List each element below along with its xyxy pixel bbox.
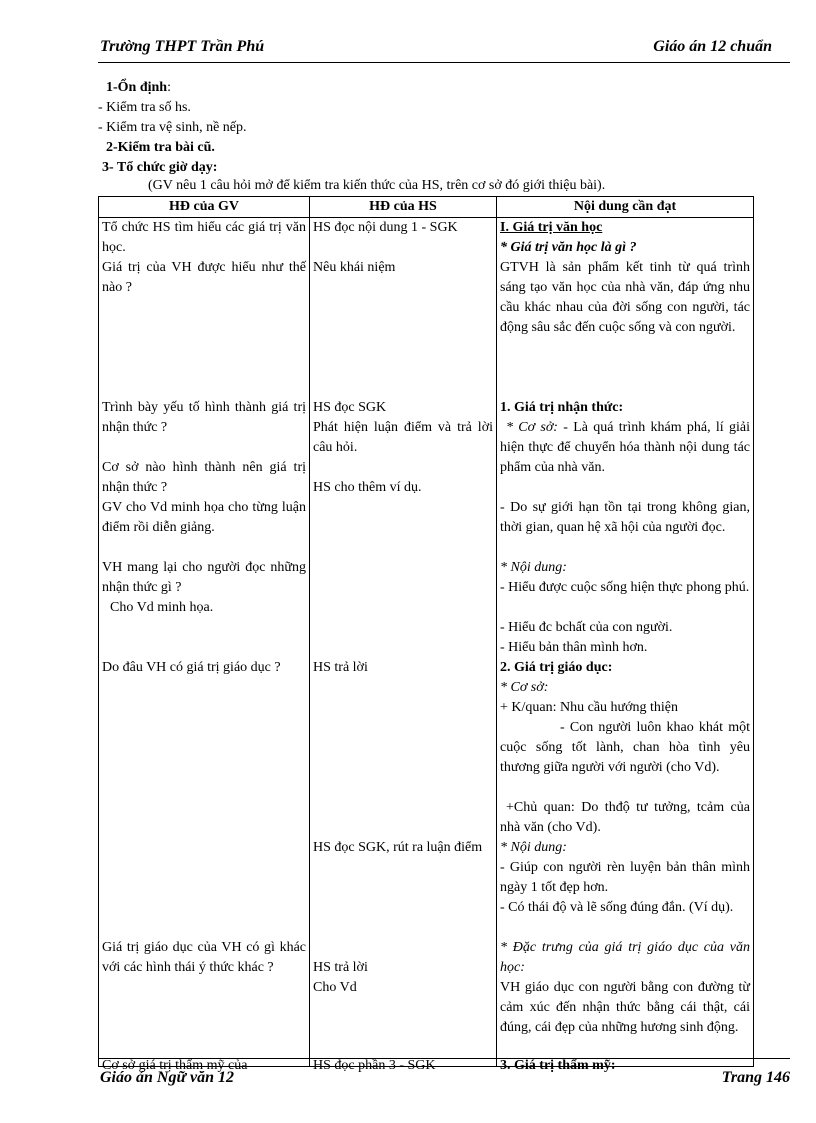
hs-text: Phát hiện luận điểm và trả lời câu hỏi. <box>313 420 493 455</box>
hs-text: HS đọc SGK <box>313 400 387 415</box>
hs-text: HS trả lời <box>313 960 368 975</box>
gv-text: Trình bày yếu tố hình thành giá trị nhận thức ? <box>102 400 306 435</box>
content-item: - Có thái độ và lẽ sống đúng đắn. (Ví dụ). <box>500 900 734 915</box>
education-feature-text: VH giáo dục con người bằng con đường từ cảm xúc đến nhận thức bằng cái thật, cái đúng, cái đẹp của những hương sinh động. <box>500 980 750 1035</box>
header-rule <box>98 62 790 63</box>
gv-column <box>99 218 310 1073</box>
content-item: - Hiểu bản thân mình hơn. <box>500 640 648 655</box>
content-item: - Hiểu được cuộc sống hiện thực phong phú. <box>500 580 750 595</box>
col-header-gv: HĐ của GV <box>99 197 310 218</box>
hs-text: HS trả lời <box>313 660 368 675</box>
teacher-note: (GV nêu 1 câu hỏi mở để kiểm tra kiến thức của HS, trên cơ sở đó giới thiệu bài). <box>148 178 606 193</box>
section-3-title: 3- Tổ chức giờ dạy: <box>102 160 218 175</box>
gtvh-definition: GTVH là sản phẩm kết tinh từ quá trình sáng tạo văn học của nhà văn, đáp ứng nhu cầu khác nhau của đời sống con người, tác động sâu sắc đến cuộc sống và con người. <box>500 260 750 335</box>
gv-text: GV cho Vd minh họa cho từng luận điểm rồi diễn giảng. <box>102 500 306 535</box>
section-i-title: I. Giá trị văn học <box>500 220 603 235</box>
page-number: Trang 146 <box>721 1069 790 1086</box>
hs-text: Cho Vd <box>313 980 357 995</box>
basis-text: - Do sự giới hạn tồn tại trong không gian, thời gian, quan hệ xã hội của người đọc. <box>500 500 750 535</box>
footer-rule <box>98 1058 790 1059</box>
objective-basis: + K/quan: Nhu cầu hướng thiện <box>500 700 679 715</box>
gv-text: Cơ sở nào hình thành nên giá trị nhận thức ? <box>102 460 306 495</box>
gv-text: Cho Vd minh họa. <box>110 600 214 615</box>
section-1-title: 1-Ổn định <box>106 80 168 95</box>
hs-column <box>310 218 497 1073</box>
subjective-basis: +Chủ quan: Do thđộ tư tưởng, tcảm của nhà văn (cho Vd). <box>500 800 750 835</box>
hs-text: HS đọc phần 3 - SGK <box>313 1058 436 1073</box>
basis-label: * Cơ sở: <box>506 420 558 435</box>
hs-text: HS cho thêm ví dụ. <box>313 480 422 495</box>
col-header-content: Nội dung cần đạt <box>497 197 754 218</box>
gv-text: Giá trị giáo dục của VH có gì khác với các hình thái ý thức khác ? <box>102 940 306 975</box>
footer-title: Giáo án Ngữ văn 12 <box>100 1069 235 1086</box>
gv-text: Tổ chức HS tìm hiểu các giá trị văn học. <box>102 220 306 255</box>
section-1-colon: : <box>167 80 171 95</box>
objective-basis-detail: - Con người luôn khao khát một cuộc sống tốt lành, chan hòa tình yêu thương giữa người với người (cho Vd). <box>500 720 750 775</box>
question-gtvh: * Giá trị văn học là gì ? <box>500 240 637 255</box>
intro-item: - Kiểm tra số hs. <box>98 100 191 115</box>
hs-text: HS đọc nội dung 1 - SGK <box>313 220 458 235</box>
intro-section <box>98 78 247 178</box>
value-2-title: 2. Giá trị giáo dục: <box>500 660 613 675</box>
intro-item: - Kiểm tra vệ sinh, nề nếp. <box>98 120 247 135</box>
value-1-title: 1. Giá trị nhận thức: <box>500 400 624 415</box>
section-2-title: 2-Kiểm tra bài cũ. <box>106 140 215 155</box>
basis-label: * Cơ sở: <box>500 680 549 695</box>
header-doc-title: Giáo án 12 chuẩn <box>653 38 772 55</box>
hs-text: Nêu khái niệm <box>313 260 396 275</box>
content-column <box>497 218 754 1073</box>
basis-text: - Là quá trình khám phá, lí giải hiện thực để chuyển hóa thành nội dung tác phẩm của nhà văn. <box>500 420 750 475</box>
content-label: * Nội dung: <box>500 560 567 575</box>
content-item: - Giúp con người rèn luyện bản thân mình ngày 1 tốt đẹp hơn. <box>500 860 750 895</box>
value-3-title: 3. Giá trị thẩm mỹ: <box>500 1058 616 1073</box>
lesson-table <box>98 196 754 1073</box>
gv-text: Cơ sở giá trị thẩm mỹ của <box>102 1058 248 1073</box>
gv-text: VH mang lại cho người đọc những nhận thức gì ? <box>102 560 306 595</box>
education-feature-title: * Đặc trưng của giá trị giáo dục của văn học: <box>500 940 750 975</box>
col-header-hs: HĐ của HS <box>310 197 497 218</box>
header-school: Trường THPT Trần Phú <box>100 38 265 55</box>
hs-text: HS đọc SGK, rút ra luận điểm <box>313 840 483 855</box>
content-item: - Hiểu đc bchất của con người. <box>500 620 673 635</box>
gv-text: Do đâu VH có giá trị giáo dục ? <box>102 660 281 675</box>
content-label: * Nội dung: <box>500 840 567 855</box>
gv-text: Giá trị của VH được hiểu như thế nào ? <box>102 260 306 295</box>
